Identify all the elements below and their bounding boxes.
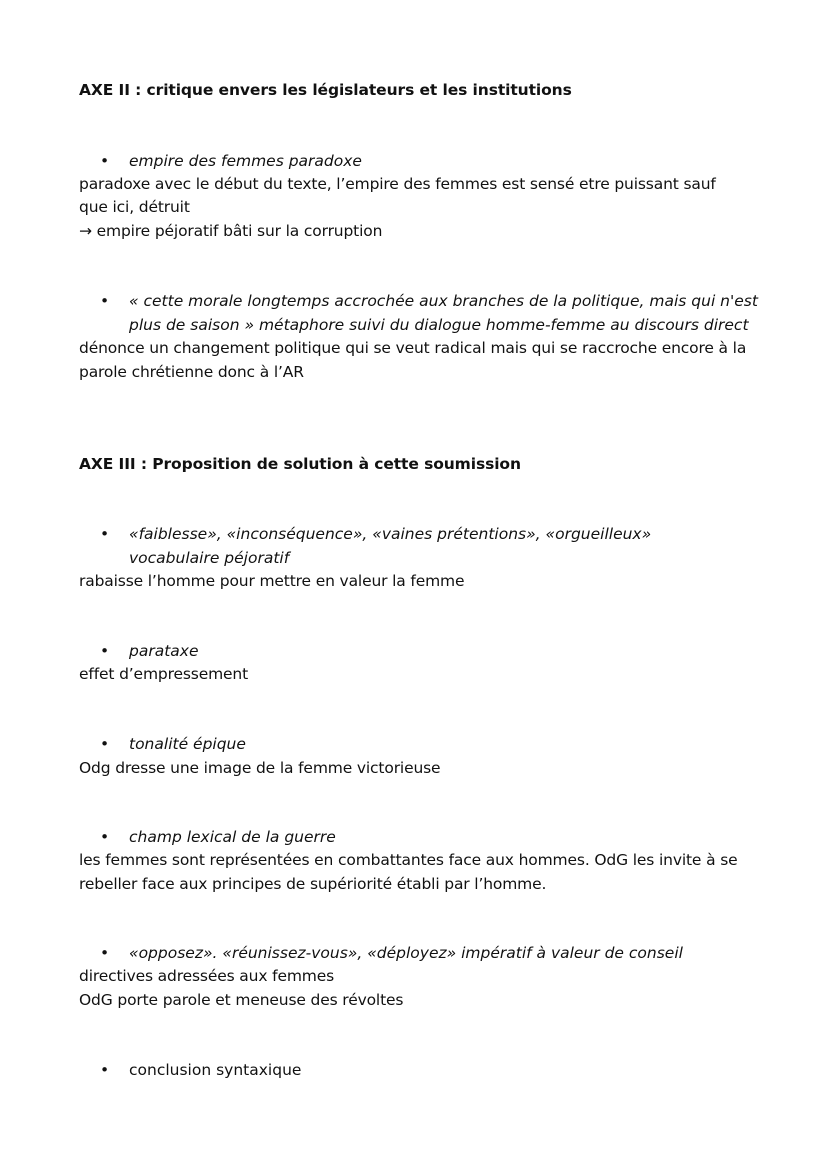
bullet-text: champ lexical de la guerre xyxy=(129,828,336,846)
paragraph-line: OdG porte parole et meneuse des révoltes xyxy=(79,991,404,1009)
axe-3-heading: AXE III : Proposition de solution à cette soumission xyxy=(79,455,521,473)
bullet-dot: • xyxy=(100,1061,110,1079)
bullet-dot: • xyxy=(100,292,110,310)
bullet-text: parataxe xyxy=(129,642,199,660)
bullet-dot: • xyxy=(100,525,110,543)
paragraph-line: rabaisse l’homme pour mettre en valeur la femme xyxy=(79,572,465,590)
bullet-dot: • xyxy=(100,642,110,660)
paragraph-line: parole chrétienne donc à l’AR xyxy=(79,363,304,381)
bullet-text: vocabulaire péjoratif xyxy=(129,548,290,567)
paragraph-line: les femmes sont représentées en combattantes face aux hommes. OdG les invite à se xyxy=(79,851,738,869)
bullet-text: plus de saison » métaphore suivi du dialogue homme-femme au discours direct xyxy=(129,315,749,334)
paragraph-line: dénonce un changement politique qui se veut radical mais qui se raccroche encore à la xyxy=(79,339,747,357)
bullet-dot: • xyxy=(100,152,110,170)
bullet-dot: • xyxy=(100,828,110,846)
bullet-text: «opposez». «réunissez-vous», «déployez» impératif à valeur de conseil xyxy=(129,944,683,962)
axe-2-heading: AXE II : critique envers les législateurs et les institutions xyxy=(79,81,572,99)
paragraph-line: Odg dresse une image de la femme victorieuse xyxy=(79,759,441,777)
paragraph-line: → empire péjoratif bâti sur la corruption xyxy=(79,222,383,240)
paragraph-line: directives adressées aux femmes xyxy=(79,967,335,985)
bullet-text: « cette morale longtemps accrochée aux branches de la politique, mais qui n'est xyxy=(129,292,758,310)
bullet-text: tonalité épique xyxy=(129,735,246,753)
bullet-dot: • xyxy=(100,944,110,962)
bullet-text: empire des femmes paradoxe xyxy=(129,152,362,170)
bullet-text: conclusion syntaxique xyxy=(129,1061,302,1079)
paragraph-line: rebeller face aux principes de supériorité établi par l’homme. xyxy=(79,875,547,893)
paragraph-line: effet d’empressement xyxy=(79,665,249,683)
paragraph-line: paradoxe avec le début du texte, l’empire des femmes est sensé etre puissant sauf xyxy=(79,175,716,193)
bullet-dot: • xyxy=(100,735,110,753)
bullet-text: «faiblesse», «inconséquence», «vaines prétentions», «orgueilleux» xyxy=(129,525,652,543)
paragraph-line: que ici, détruit xyxy=(79,198,190,216)
